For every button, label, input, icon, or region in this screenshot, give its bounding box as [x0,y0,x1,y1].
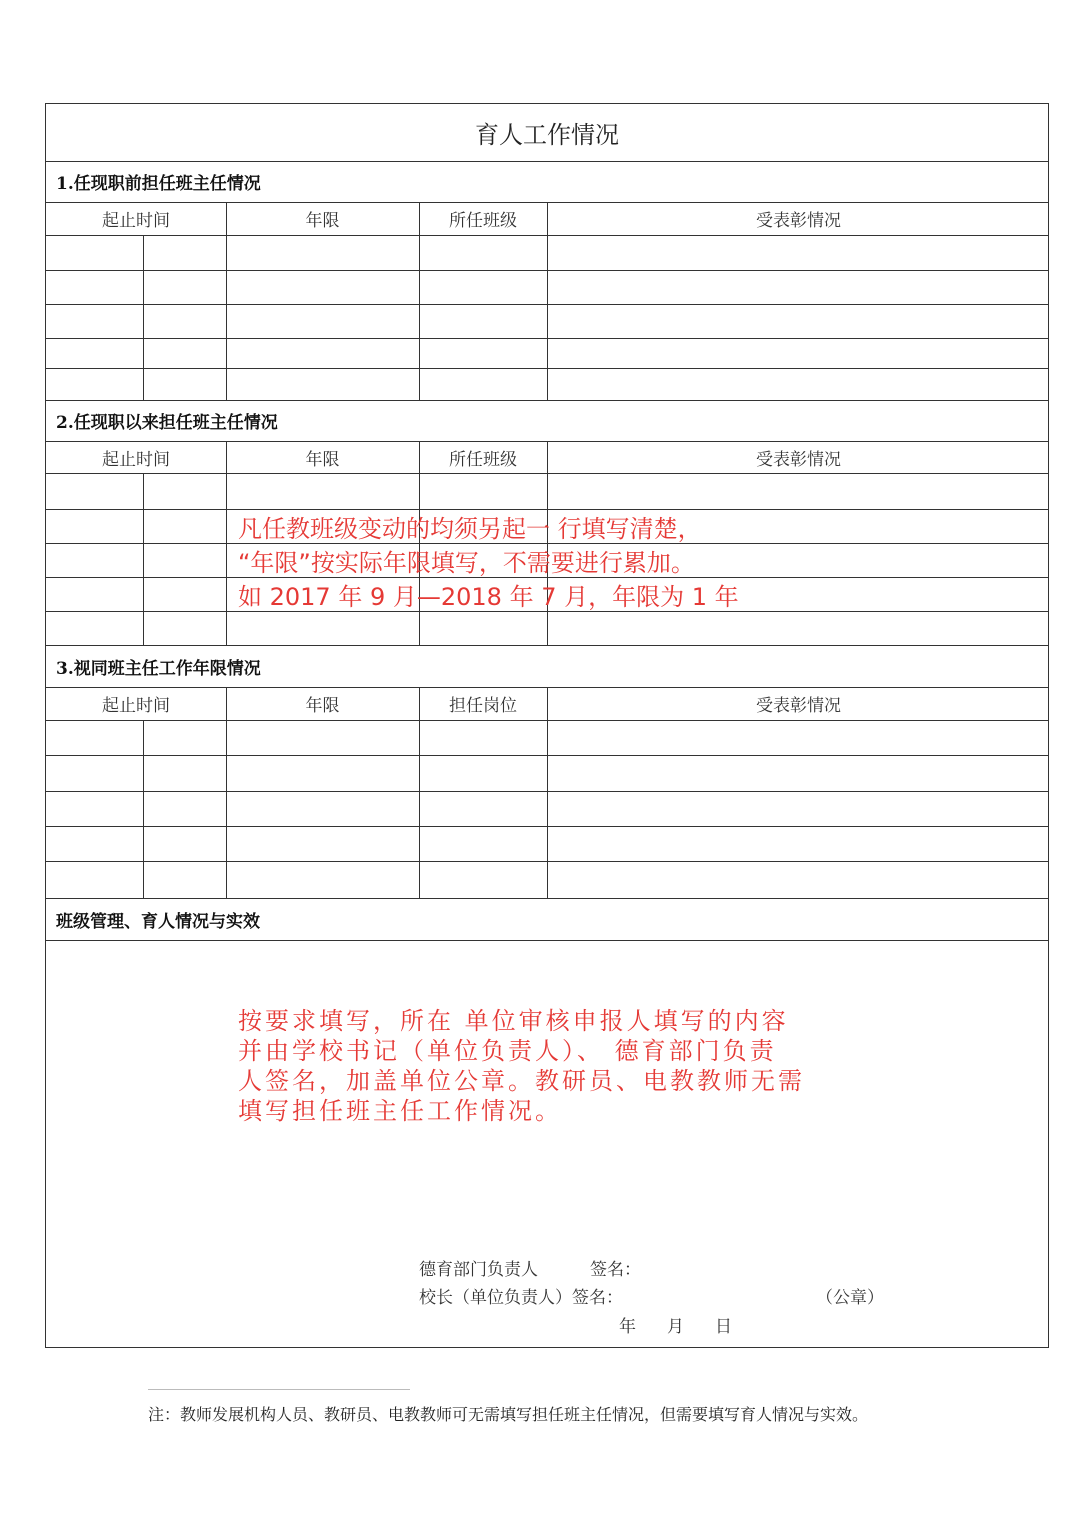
column-rule [226,441,227,645]
col-header-years: 年限 [305,696,340,716]
seal-label: （公章） [816,1288,884,1308]
dept-sign-label: 签名： [590,1260,641,1280]
principal-sign-label: 校长（单位负责人）签名： [419,1288,623,1308]
column-rule [143,235,144,400]
dept-head-label: 德育部门负责人 [419,1260,538,1280]
col-header-period: 起止时间 [102,696,170,716]
col-header-years: 年限 [305,211,340,231]
column-rule [419,687,420,898]
section4-heading: 班级管理、育人情况与实效 [56,911,260,932]
date-month-label: 月 [667,1317,684,1337]
col-header-period: 起止时间 [102,449,170,470]
column-rule [419,202,420,400]
footnote-rule [148,1389,410,1390]
form-table [45,103,1049,1348]
column-rule [226,202,227,400]
footnote: 注：教师发展机构人员、教研员、电教教师可无需填写担任班主任情况，但需要填写育人情况与实效。 [148,1405,869,1424]
column-rule [143,720,144,898]
col-header-awards: 受表彰情况 [756,211,841,231]
divider [46,940,1048,941]
date-day-label: 日 [715,1317,732,1337]
col-header-awards: 受表彰情况 [756,449,841,470]
column-rule [143,473,144,645]
annotation-line: 填写担任班主任工作情况。 [238,1097,562,1125]
annotation-line: “年限”按实际年限填写，不需要进行累加。 [238,549,695,577]
col-header-class: 所任班级 [449,449,517,470]
form-title: 育人工作情况 [475,121,619,149]
annotation-line: 并由学校书记（单位负责人）、 德育部门负责 [238,1037,777,1065]
col-header-period: 起止时间 [102,211,170,231]
column-rule [226,687,227,898]
annotation-line: 按要求填写，所在 单位审核申报人填写的内容 [238,1007,789,1035]
annotation-line: 如 2017 年 9 月—2018 年 7 月，年限为 1 年 [238,583,739,611]
annotation-instructions [238,1006,805,1126]
column-rule [547,202,548,400]
col-header-class: 所任班级 [449,211,517,231]
col-header-position: 担任岗位 [449,696,517,716]
annotation-fill-rule [238,512,739,614]
date-year-label: 年 [619,1317,636,1337]
col-header-awards: 受表彰情况 [756,696,841,716]
col-header-years: 年限 [305,449,340,470]
annotation-line: 凡任教班级变动的均须另起一 行填写清楚， [238,515,702,543]
annotation-line: 人签名，加盖单位公章。教研员、电教教师无需 [238,1067,805,1095]
section1-heading: 1.任现职前担任班主任情况 [56,174,261,194]
section3-heading: 3.视同班主任工作年限情况 [56,658,261,679]
section2-heading: 2.任现职以来担任班主任情况 [56,413,278,433]
column-rule [547,687,548,898]
